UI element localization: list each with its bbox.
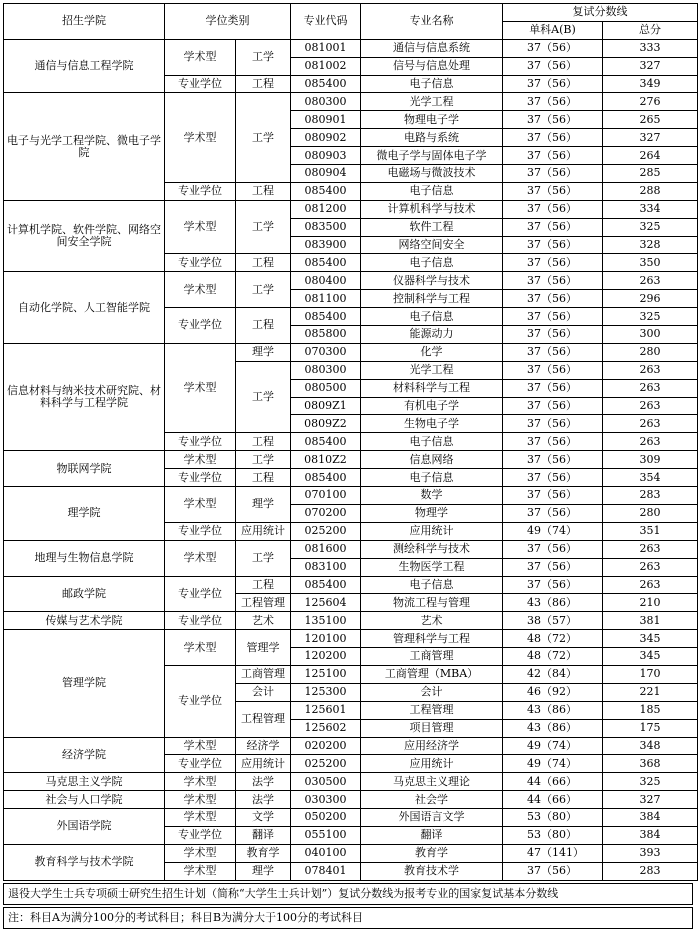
header-row <box>4 4 698 22</box>
single-subject-score-cell: 37（56） <box>503 129 603 147</box>
single-subject-score-cell: 37（56） <box>503 504 603 522</box>
single-subject-score-cell: 42（84） <box>503 665 603 683</box>
major-code-cell: 040100 <box>291 844 361 862</box>
single-subject-score-cell: 37（56） <box>503 218 603 236</box>
single-subject-score-cell: 43（86） <box>503 701 603 719</box>
table-row <box>4 343 698 361</box>
major-code-cell: 020200 <box>291 737 361 755</box>
degree-type-cell: 学术型 <box>165 862 236 880</box>
single-subject-score-cell: 37（56） <box>503 487 603 505</box>
major-name-cell: 光学工程 <box>361 93 503 111</box>
major-name-cell: 有机电子学 <box>361 397 503 415</box>
single-subject-score-cell: 48（72） <box>503 648 603 666</box>
single-subject-score-cell: 37（56） <box>503 254 603 272</box>
major-name-cell: 化学 <box>361 343 503 361</box>
table-row <box>4 630 698 648</box>
major-name-cell: 工程管理 <box>361 701 503 719</box>
total-score-cell: 327 <box>603 791 698 809</box>
degree-type-cell: 学术型 <box>165 540 236 576</box>
single-subject-score-cell: 37（56） <box>503 182 603 200</box>
header-total: 总分 <box>603 21 698 39</box>
degree-type-cell: 专业学位 <box>165 469 236 487</box>
major-code-cell: 050200 <box>291 809 361 827</box>
total-score-cell: 354 <box>603 469 698 487</box>
major-name-cell: 物流工程与管理 <box>361 594 503 612</box>
total-score-cell: 263 <box>603 576 698 594</box>
header-college: 招生学院 <box>4 4 165 40</box>
degree-type-cell: 专业学位 <box>165 826 236 844</box>
single-subject-score-cell: 43（86） <box>503 594 603 612</box>
major-name-cell: 光学工程 <box>361 361 503 379</box>
degree-class-cell: 应用统计 <box>236 522 291 540</box>
single-subject-score-cell: 37（56） <box>503 558 603 576</box>
degree-type-cell: 学术型 <box>165 343 236 432</box>
single-subject-score-cell: 43（86） <box>503 719 603 737</box>
total-score-cell: 276 <box>603 93 698 111</box>
major-code-cell: 081002 <box>291 57 361 75</box>
degree-class-cell: 工学 <box>236 93 291 182</box>
major-code-cell: 0809Z1 <box>291 397 361 415</box>
degree-type-cell: 专业学位 <box>165 665 236 737</box>
total-score-cell: 300 <box>603 326 698 344</box>
degree-type-cell: 学术型 <box>165 737 236 755</box>
single-subject-score-cell: 37（56） <box>503 147 603 165</box>
total-score-cell: 393 <box>603 844 698 862</box>
total-score-cell: 325 <box>603 773 698 791</box>
single-subject-score-cell: 37（56） <box>503 57 603 75</box>
total-score-cell: 381 <box>603 612 698 630</box>
degree-type-cell: 专业学位 <box>165 254 236 272</box>
degree-class-cell: 工程 <box>236 576 291 594</box>
total-score-cell: 175 <box>603 719 698 737</box>
major-name-cell: 数学 <box>361 487 503 505</box>
degree-type-cell: 学术型 <box>165 809 236 827</box>
major-code-cell: 085400 <box>291 182 361 200</box>
major-code-cell: 125100 <box>291 665 361 683</box>
total-score-cell: 283 <box>603 487 698 505</box>
degree-class-cell: 法学 <box>236 791 291 809</box>
degree-class-cell: 翻译 <box>236 826 291 844</box>
degree-type-cell: 专业学位 <box>165 755 236 773</box>
degree-type-cell: 专业学位 <box>165 612 236 630</box>
subject-note: 注：科目A为满分100分的考试科目；科目B为满分大于100分的考试科目 <box>3 907 693 929</box>
major-code-cell: 135100 <box>291 612 361 630</box>
major-code-cell: 078401 <box>291 862 361 880</box>
degree-type-cell: 专业学位 <box>165 182 236 200</box>
table-row <box>4 540 698 558</box>
single-subject-score-cell: 37（56） <box>503 576 603 594</box>
major-code-cell: 080902 <box>291 129 361 147</box>
degree-type-cell: 学术型 <box>165 93 236 182</box>
total-score-cell: 351 <box>603 522 698 540</box>
degree-class-cell: 工程 <box>236 469 291 487</box>
major-code-cell: 080901 <box>291 111 361 129</box>
degree-class-cell: 文学 <box>236 809 291 827</box>
table-row <box>4 200 698 218</box>
score-table <box>3 3 698 881</box>
degree-class-cell: 理学 <box>236 487 291 523</box>
degree-class-cell: 工程 <box>236 308 291 344</box>
major-name-cell: 翻译 <box>361 826 503 844</box>
college-cell: 教育科学与技术学院 <box>4 844 165 880</box>
degree-type-cell: 专业学位 <box>165 433 236 451</box>
degree-class-cell: 艺术 <box>236 612 291 630</box>
total-score-cell: 264 <box>603 147 698 165</box>
degree-type-cell: 学术型 <box>165 791 236 809</box>
total-score-cell: 334 <box>603 200 698 218</box>
table-row <box>4 487 698 505</box>
college-cell: 理学院 <box>4 487 165 541</box>
college-cell: 外国语学院 <box>4 809 165 845</box>
major-name-cell: 软件工程 <box>361 218 503 236</box>
table-row <box>4 809 698 827</box>
total-score-cell: 309 <box>603 451 698 469</box>
soldier-plan-note: 退役大学生士兵专项硕士研究生招生计划（简称“大学生士兵计划”）复试分数线为报考专业的国家复试基本分数线 <box>3 883 693 905</box>
total-score-cell: 345 <box>603 630 698 648</box>
table-row <box>4 39 698 57</box>
total-score-cell: 285 <box>603 165 698 183</box>
total-score-cell: 170 <box>603 665 698 683</box>
college-cell: 计算机学院、软件学院、网络空间安全学院 <box>4 200 165 272</box>
major-code-cell: 025200 <box>291 522 361 540</box>
single-subject-score-cell: 46（92） <box>503 683 603 701</box>
major-code-cell: 085400 <box>291 308 361 326</box>
total-score-cell: 185 <box>603 701 698 719</box>
major-name-cell: 物理电子学 <box>361 111 503 129</box>
college-cell: 管理学院 <box>4 630 165 737</box>
total-score-cell: 221 <box>603 683 698 701</box>
major-name-cell: 艺术 <box>361 612 503 630</box>
degree-type-cell: 学术型 <box>165 39 236 75</box>
total-score-cell: 288 <box>603 182 698 200</box>
total-score-cell: 263 <box>603 379 698 397</box>
single-subject-score-cell: 49（74） <box>503 755 603 773</box>
single-subject-score-cell: 37（56） <box>503 415 603 433</box>
table-row <box>4 576 698 594</box>
total-score-cell: 265 <box>603 111 698 129</box>
single-subject-score-cell: 49（74） <box>503 737 603 755</box>
major-code-cell: 070200 <box>291 504 361 522</box>
total-score-cell: 350 <box>603 254 698 272</box>
major-code-cell: 125300 <box>291 683 361 701</box>
major-code-cell: 070300 <box>291 343 361 361</box>
major-code-cell: 081600 <box>291 540 361 558</box>
major-name-cell: 网络空间安全 <box>361 236 503 254</box>
single-subject-score-cell: 37（56） <box>503 343 603 361</box>
table-row <box>4 844 698 862</box>
table-row <box>4 737 698 755</box>
major-name-cell: 电子信息 <box>361 308 503 326</box>
total-score-cell: 333 <box>603 39 698 57</box>
single-subject-score-cell: 37（56） <box>503 433 603 451</box>
degree-class-cell: 工学 <box>236 361 291 433</box>
total-score-cell: 263 <box>603 558 698 576</box>
major-name-cell: 工商管理 <box>361 648 503 666</box>
degree-class-cell: 工学 <box>236 39 291 75</box>
degree-class-cell: 工商管理 <box>236 665 291 683</box>
single-subject-score-cell: 47（141） <box>503 844 603 862</box>
major-code-cell: 120200 <box>291 648 361 666</box>
major-name-cell: 应用经济学 <box>361 737 503 755</box>
single-subject-score-cell: 37（56） <box>503 290 603 308</box>
degree-class-cell: 工程 <box>236 75 291 93</box>
single-subject-score-cell: 37（56） <box>503 397 603 415</box>
single-subject-score-cell: 37（56） <box>503 75 603 93</box>
major-name-cell: 物理学 <box>361 504 503 522</box>
major-code-cell: 085400 <box>291 433 361 451</box>
total-score-cell: 325 <box>603 218 698 236</box>
major-name-cell: 电磁场与微波技术 <box>361 165 503 183</box>
degree-class-cell: 工程 <box>236 254 291 272</box>
total-score-cell: 263 <box>603 433 698 451</box>
major-name-cell: 电子信息 <box>361 433 503 451</box>
major-code-cell: 081001 <box>291 39 361 57</box>
major-name-cell: 应用统计 <box>361 755 503 773</box>
degree-class-cell: 工程管理 <box>236 594 291 612</box>
degree-class-cell: 法学 <box>236 773 291 791</box>
single-subject-score-cell: 53（80） <box>503 809 603 827</box>
major-code-cell: 085400 <box>291 576 361 594</box>
major-code-cell: 085800 <box>291 326 361 344</box>
major-code-cell: 080500 <box>291 379 361 397</box>
major-code-cell: 125601 <box>291 701 361 719</box>
major-name-cell: 教育学 <box>361 844 503 862</box>
single-subject-score-cell: 37（56） <box>503 451 603 469</box>
total-score-cell: 263 <box>603 540 698 558</box>
single-subject-score-cell: 37（56） <box>503 540 603 558</box>
degree-class-cell: 工程 <box>236 182 291 200</box>
table-row <box>4 93 698 111</box>
single-subject-score-cell: 37（56） <box>503 200 603 218</box>
degree-class-cell: 应用统计 <box>236 755 291 773</box>
major-code-cell: 055100 <box>291 826 361 844</box>
major-code-cell: 125602 <box>291 719 361 737</box>
table-row <box>4 773 698 791</box>
header-single-subject: 单科A(B) <box>503 21 603 39</box>
major-name-cell: 测绘科学与技术 <box>361 540 503 558</box>
major-name-cell: 通信与信息系统 <box>361 39 503 57</box>
major-code-cell: 083500 <box>291 218 361 236</box>
major-code-cell: 070100 <box>291 487 361 505</box>
degree-class-cell: 工程 <box>236 433 291 451</box>
major-name-cell: 社会学 <box>361 791 503 809</box>
single-subject-score-cell: 49（74） <box>503 522 603 540</box>
single-subject-score-cell: 44（66） <box>503 773 603 791</box>
degree-type-cell: 学术型 <box>165 630 236 666</box>
major-code-cell: 030500 <box>291 773 361 791</box>
major-code-cell: 083900 <box>291 236 361 254</box>
single-subject-score-cell: 37（56） <box>503 93 603 111</box>
major-code-cell: 083100 <box>291 558 361 576</box>
major-name-cell: 生物电子学 <box>361 415 503 433</box>
major-name-cell: 电路与系统 <box>361 129 503 147</box>
major-name-cell: 信息网络 <box>361 451 503 469</box>
header-degree-type: 学位类别 <box>165 4 291 40</box>
major-name-cell: 计算机科学与技术 <box>361 200 503 218</box>
total-score-cell: 263 <box>603 397 698 415</box>
degree-type-cell: 专业学位 <box>165 308 236 344</box>
major-code-cell: 080300 <box>291 93 361 111</box>
table-row <box>4 791 698 809</box>
major-name-cell: 应用统计 <box>361 522 503 540</box>
degree-class-cell: 教育学 <box>236 844 291 862</box>
major-name-cell: 仪器科学与技术 <box>361 272 503 290</box>
table-row <box>4 612 698 630</box>
total-score-cell: 296 <box>603 290 698 308</box>
total-score-cell: 349 <box>603 75 698 93</box>
college-cell: 信息材料与纳米技术研究院、材料科学与工程学院 <box>4 343 165 450</box>
college-cell: 物联网学院 <box>4 451 165 487</box>
degree-class-cell: 会计 <box>236 683 291 701</box>
total-score-cell: 384 <box>603 826 698 844</box>
major-name-cell: 电子信息 <box>361 75 503 93</box>
college-cell: 社会与人口学院 <box>4 791 165 809</box>
total-score-cell: 368 <box>603 755 698 773</box>
major-code-cell: 120100 <box>291 630 361 648</box>
degree-class-cell: 管理学 <box>236 630 291 666</box>
header-major-name: 专业名称 <box>361 4 503 40</box>
table-row <box>4 272 698 290</box>
degree-type-cell: 学术型 <box>165 487 236 523</box>
degree-class-cell: 理学 <box>236 343 291 361</box>
college-cell: 马克思主义学院 <box>4 773 165 791</box>
total-score-cell: 384 <box>603 809 698 827</box>
single-subject-score-cell: 37（56） <box>503 862 603 880</box>
major-code-cell: 080400 <box>291 272 361 290</box>
degree-class-cell: 工程管理 <box>236 701 291 737</box>
college-cell: 传媒与艺术学院 <box>4 612 165 630</box>
major-name-cell: 马克思主义理论 <box>361 773 503 791</box>
major-name-cell: 教育技术学 <box>361 862 503 880</box>
degree-class-cell: 经济学 <box>236 737 291 755</box>
major-name-cell: 工商管理（MBA） <box>361 665 503 683</box>
degree-type-cell: 专业学位 <box>165 522 236 540</box>
major-code-cell: 125604 <box>291 594 361 612</box>
major-name-cell: 电子信息 <box>361 254 503 272</box>
degree-type-cell: 专业学位 <box>165 576 236 612</box>
major-code-cell: 085400 <box>291 469 361 487</box>
degree-class-cell: 工学 <box>236 451 291 469</box>
major-code-cell: 081100 <box>291 290 361 308</box>
header-retest-line: 复试分数线 <box>503 4 698 22</box>
degree-class-cell: 理学 <box>236 862 291 880</box>
single-subject-score-cell: 37（56） <box>503 326 603 344</box>
major-name-cell: 外国语言文学 <box>361 809 503 827</box>
single-subject-score-cell: 37（56） <box>503 469 603 487</box>
major-name-cell: 控制科学与工程 <box>361 290 503 308</box>
single-subject-score-cell: 37（56） <box>503 111 603 129</box>
college-cell: 经济学院 <box>4 737 165 773</box>
major-name-cell: 信号与信息处理 <box>361 57 503 75</box>
major-code-cell: 081200 <box>291 200 361 218</box>
degree-class-cell: 工学 <box>236 540 291 576</box>
total-score-cell: 345 <box>603 648 698 666</box>
major-code-cell: 080904 <box>291 165 361 183</box>
single-subject-score-cell: 53（80） <box>503 826 603 844</box>
major-code-cell: 080300 <box>291 361 361 379</box>
total-score-cell: 263 <box>603 272 698 290</box>
major-name-cell: 微电子学与固体电子学 <box>361 147 503 165</box>
major-name-cell: 生物医学工程 <box>361 558 503 576</box>
college-cell: 自动化学院、人工智能学院 <box>4 272 165 344</box>
single-subject-score-cell: 37（56） <box>503 361 603 379</box>
major-name-cell: 会计 <box>361 683 503 701</box>
header-major-code: 专业代码 <box>291 4 361 40</box>
total-score-cell: 325 <box>603 308 698 326</box>
major-name-cell: 电子信息 <box>361 576 503 594</box>
major-code-cell: 0809Z2 <box>291 415 361 433</box>
major-name-cell: 能源动力 <box>361 326 503 344</box>
single-subject-score-cell: 38（57） <box>503 612 603 630</box>
degree-type-cell: 学术型 <box>165 272 236 308</box>
total-score-cell: 263 <box>603 415 698 433</box>
college-cell: 邮政学院 <box>4 576 165 612</box>
college-cell: 地理与生物信息学院 <box>4 540 165 576</box>
single-subject-score-cell: 37（56） <box>503 39 603 57</box>
major-code-cell: 025200 <box>291 755 361 773</box>
degree-type-cell: 学术型 <box>165 200 236 254</box>
major-code-cell: 030300 <box>291 791 361 809</box>
total-score-cell: 348 <box>603 737 698 755</box>
total-score-cell: 263 <box>603 361 698 379</box>
single-subject-score-cell: 37（56） <box>503 308 603 326</box>
major-code-cell: 0810Z2 <box>291 451 361 469</box>
total-score-cell: 280 <box>603 343 698 361</box>
degree-class-cell: 工学 <box>236 272 291 308</box>
major-name-cell: 电子信息 <box>361 182 503 200</box>
single-subject-score-cell: 44（66） <box>503 791 603 809</box>
total-score-cell: 210 <box>603 594 698 612</box>
table-row <box>4 451 698 469</box>
single-subject-score-cell: 48（72） <box>503 630 603 648</box>
major-name-cell: 管理科学与工程 <box>361 630 503 648</box>
degree-type-cell: 学术型 <box>165 773 236 791</box>
total-score-cell: 328 <box>603 236 698 254</box>
degree-type-cell: 专业学位 <box>165 75 236 93</box>
single-subject-score-cell: 37（56） <box>503 272 603 290</box>
degree-class-cell: 工学 <box>236 200 291 254</box>
single-subject-score-cell: 37（56） <box>503 379 603 397</box>
major-code-cell: 080903 <box>291 147 361 165</box>
major-code-cell: 085400 <box>291 254 361 272</box>
degree-type-cell: 学术型 <box>165 451 236 469</box>
total-score-cell: 280 <box>603 504 698 522</box>
major-name-cell: 材料科学与工程 <box>361 379 503 397</box>
major-code-cell: 085400 <box>291 75 361 93</box>
total-score-cell: 327 <box>603 57 698 75</box>
college-cell: 通信与信息工程学院 <box>4 39 165 93</box>
total-score-cell: 327 <box>603 129 698 147</box>
total-score-cell: 283 <box>603 862 698 880</box>
major-name-cell: 项目管理 <box>361 719 503 737</box>
single-subject-score-cell: 37（56） <box>503 165 603 183</box>
single-subject-score-cell: 37（56） <box>503 236 603 254</box>
college-cell: 电子与光学工程学院、微电子学院 <box>4 93 165 200</box>
major-name-cell: 电子信息 <box>361 469 503 487</box>
degree-type-cell: 学术型 <box>165 844 236 862</box>
